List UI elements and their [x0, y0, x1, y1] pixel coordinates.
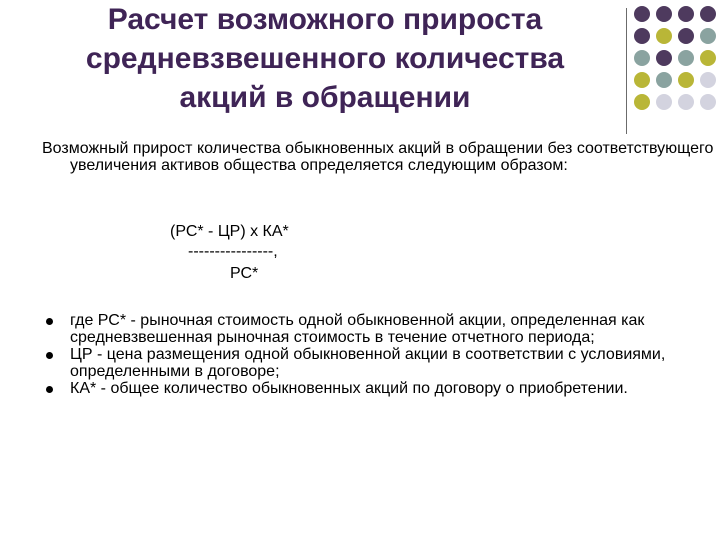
decorative-dot-grid [634, 6, 720, 106]
decorative-dot [700, 50, 716, 66]
definition-item [42, 312, 692, 346]
formula-fraction-bar: ----------------, [188, 243, 278, 260]
intro-paragraph: Возможный прирост количества обыкновенных акций в обращении без соответствующего увеличения активов общества определяется следующим образом: [42, 140, 714, 174]
bullet-icon [46, 318, 53, 325]
decorative-dot [678, 50, 694, 66]
decorative-dot [656, 72, 672, 88]
title-divider [626, 8, 627, 134]
definitions-list [42, 312, 692, 397]
decorative-dot [656, 94, 672, 110]
decorative-dot [656, 50, 672, 66]
formula-denominator: РС* [230, 265, 259, 282]
formula-numerator: (РС* - ЦР) х КА* [170, 223, 289, 240]
decorative-dot [634, 6, 650, 22]
decorative-dot [678, 6, 694, 22]
decorative-dot [700, 28, 716, 44]
decorative-dot [634, 50, 650, 66]
definition-text: КА* - общее количество обыкновенных акций по договору о приобретении. [70, 380, 628, 397]
decorative-dot [700, 94, 716, 110]
decorative-dot [634, 72, 650, 88]
decorative-dot [700, 6, 716, 22]
definition-item [42, 380, 692, 397]
decorative-dot [678, 28, 694, 44]
decorative-dot [678, 72, 694, 88]
decorative-dot [700, 72, 716, 88]
definition-item [42, 346, 692, 380]
decorative-dot [656, 28, 672, 44]
decorative-dot [678, 94, 694, 110]
decorative-dot [634, 28, 650, 44]
bullet-icon [46, 386, 53, 393]
slide-title: Расчет возможного прироста средневзвешенного количества акций в обращении [85, 3, 565, 114]
bullet-icon [46, 352, 53, 359]
decorative-dot [656, 6, 672, 22]
definition-text: ЦР - цена размещения одной обыкновенной акции в соответствии с условиями, определенными в договоре; [70, 346, 666, 380]
definition-text: где РС* - рыночная стоимость одной обыкновенной акции, определенная как средневзвешенная рыночная стоимость в течение отчетного периода; [70, 312, 645, 346]
decorative-dot [634, 94, 650, 110]
